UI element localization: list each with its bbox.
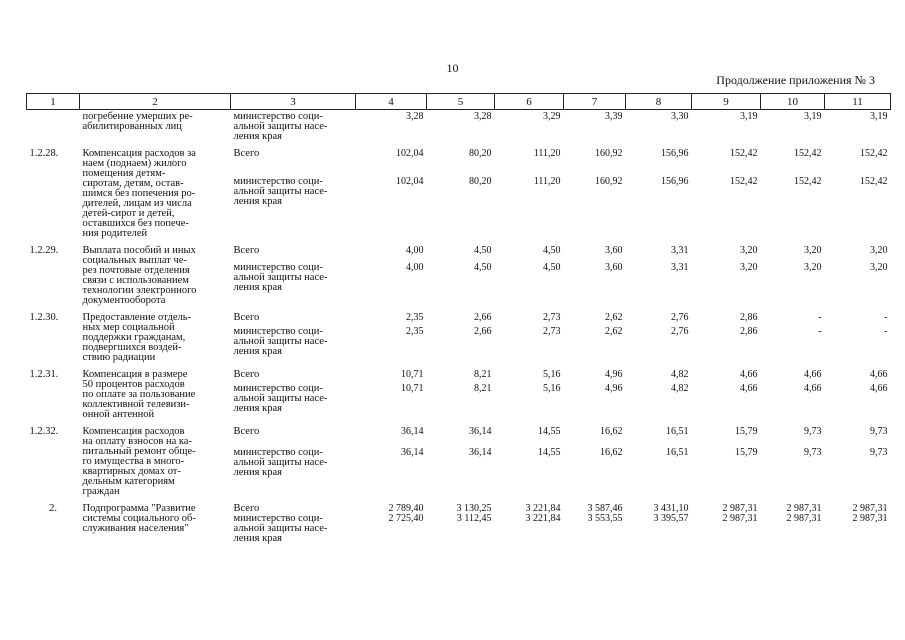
value-cell-col-10: 3,20 <box>804 262 822 274</box>
value-cell-col-5: 36,14 <box>469 446 492 458</box>
table-row <box>27 306 891 327</box>
header-row <box>27 94 891 110</box>
table-row <box>27 363 891 384</box>
value-cell-col-8: 3,31 <box>671 245 689 256</box>
column-header-3: 3 <box>231 94 356 110</box>
value-cell-col-11: 3,20 <box>870 262 888 274</box>
value-cell-col-4: 4,00 <box>406 262 424 274</box>
row-executor: Всего <box>233 148 260 159</box>
value-cell-col-5: 36,14 <box>469 426 492 437</box>
row-description: Компенсация в размере 50 процентов расходов по оплате за пользование коллективной телевизи- онной антенной <box>82 369 196 420</box>
value-cell-col-6: 111,20 <box>533 148 561 159</box>
value-cell-col-8: 4,82 <box>671 382 689 394</box>
value-cell-col-4: 2,35 <box>406 312 424 323</box>
value-cell-col-8: 3 395,57 <box>653 513 689 524</box>
appendix-continuation-label: Продолжение приложения № 3 <box>716 73 875 87</box>
table-row <box>27 497 891 514</box>
value-cell-col-9: 2 987,31 <box>722 513 758 524</box>
value-cell-col-4: 3,28 <box>406 111 424 122</box>
value-cell-col-7: 2,62 <box>605 312 623 323</box>
value-cell-col-7: 3,60 <box>605 245 623 256</box>
value-cell-col-10: 3,19 <box>804 111 822 122</box>
column-header-4: 4 <box>356 94 427 110</box>
row-executor: Всего <box>233 245 260 256</box>
value-cell-col-4: 10,71 <box>401 382 424 394</box>
value-cell-col-4: 36,14 <box>401 446 424 458</box>
value-cell-col-7: 4,96 <box>605 382 623 394</box>
value-cell-col-7: 160,92 <box>595 176 623 188</box>
value-cell-col-7: 3 587,46 <box>587 503 623 514</box>
budget-table <box>26 93 891 544</box>
value-cell-col-10: - <box>818 312 822 323</box>
row-executor: Всего <box>233 369 260 380</box>
value-cell-col-10: 2 987,31 <box>786 513 822 524</box>
value-cell-col-11: 9,73 <box>870 446 888 458</box>
value-cell-col-6: 3 221,84 <box>525 503 561 514</box>
table-row <box>27 142 891 177</box>
value-cell-col-10: 9,73 <box>804 426 822 437</box>
value-cell-col-11: 2 987,31 <box>852 513 888 524</box>
table-row <box>27 420 891 448</box>
row-description: Выплата пособий и иных социальных выплат че- рез почтовые отделения связи с использованием технологии электронного документооборота <box>82 245 197 306</box>
value-cell-col-6: 2,73 <box>543 325 561 337</box>
value-cell-col-4: 2 789,40 <box>388 503 424 514</box>
value-cell-col-7: 3,39 <box>605 111 623 122</box>
row-executor: министерство соци- альной защиты насе- ления края <box>233 325 328 357</box>
table-row <box>27 239 891 263</box>
value-cell-col-9: 152,42 <box>730 176 758 188</box>
value-cell-col-11: 4,66 <box>870 369 888 380</box>
value-cell-col-6: 14,55 <box>538 426 561 437</box>
table-body <box>27 110 891 545</box>
value-cell-col-5: 80,20 <box>469 176 492 188</box>
value-cell-col-4: 36,14 <box>401 426 424 437</box>
value-cell-col-9: 15,79 <box>735 426 758 437</box>
row-description: погребение умерших ре- абилитированных лиц <box>82 111 193 132</box>
row-code <box>27 110 80 143</box>
table-header <box>27 94 891 110</box>
value-cell-col-6: 5,16 <box>543 369 561 380</box>
column-header-2: 2 <box>80 94 231 110</box>
value-cell-col-8: 16,51 <box>666 446 689 458</box>
value-cell-col-9: 3,20 <box>740 262 758 274</box>
row-executor: Всего <box>233 312 260 323</box>
value-cell-col-9: 2,86 <box>740 312 758 323</box>
value-cell-col-4: 2,35 <box>406 325 424 337</box>
value-cell-col-8: 16,51 <box>666 426 689 437</box>
value-cell-col-5: 3 112,45 <box>456 513 492 524</box>
value-cell-col-5: 3,28 <box>474 111 492 122</box>
value-cell-col-8: 3,30 <box>671 111 689 122</box>
value-cell-col-6: 111,20 <box>533 176 561 188</box>
value-cell-col-9: 4,66 <box>740 369 758 380</box>
value-cell-col-10: 4,66 <box>804 382 822 394</box>
value-cell-col-11: - <box>884 312 888 323</box>
value-cell-col-11: - <box>884 325 888 337</box>
value-cell-col-11: 9,73 <box>870 426 888 437</box>
value-cell-col-4: 102,04 <box>396 148 424 159</box>
row-code: 1.2.31. <box>29 369 59 380</box>
row-executor: министерство соци- альной защиты насе- ления края <box>233 446 328 478</box>
value-cell-col-9: 3,19 <box>740 111 758 122</box>
row-code: 1.2.29. <box>29 245 59 256</box>
row-executor: министерство соци- альной защиты насе- ления края <box>233 513 328 544</box>
value-cell-col-10: 3,20 <box>804 245 822 256</box>
value-cell-col-10: 9,73 <box>804 446 822 458</box>
value-cell-col-6: 4,50 <box>543 262 561 274</box>
row-code: 1.2.28. <box>29 148 59 159</box>
table-row <box>27 110 891 143</box>
value-cell-col-8: 2,76 <box>671 312 689 323</box>
value-cell-col-6: 14,55 <box>538 446 561 458</box>
value-cell-col-9: 152,42 <box>730 148 758 159</box>
value-cell-col-6: 3 221,84 <box>525 513 561 524</box>
value-cell-col-5: 8,21 <box>474 369 492 380</box>
value-cell-col-5: 2,66 <box>474 325 492 337</box>
row-executor: министерство соци- альной защиты насе- ления края <box>233 262 328 294</box>
value-cell-col-11: 152,42 <box>860 176 888 188</box>
value-cell-col-5: 80,20 <box>469 148 492 159</box>
value-cell-col-7: 160,92 <box>595 148 623 159</box>
value-cell-col-7: 16,62 <box>600 446 623 458</box>
column-header-11: 11 <box>825 94 891 110</box>
column-header-10: 10 <box>761 94 825 110</box>
value-cell-col-9: 3,20 <box>740 245 758 256</box>
value-cell-col-5: 8,21 <box>474 382 492 394</box>
column-header-5: 5 <box>427 94 495 110</box>
value-cell-col-4: 102,04 <box>396 176 424 188</box>
value-cell-col-8: 156,96 <box>661 176 689 188</box>
value-cell-col-10: 4,66 <box>804 369 822 380</box>
row-description: Предоставление отдель- ных мер социальной поддержки гражданам, подвергшихся воздей- ствию радиации <box>82 312 192 363</box>
value-cell-col-9: 2,86 <box>740 325 758 337</box>
value-cell-col-9: 4,66 <box>740 382 758 394</box>
value-cell-col-4: 10,71 <box>401 369 424 380</box>
value-cell-col-11: 3,20 <box>870 245 888 256</box>
row-executor: министерство соци- альной защиты насе- ления края <box>233 111 328 142</box>
value-cell-col-10: 152,42 <box>794 176 822 188</box>
value-cell-col-11: 152,42 <box>860 148 888 159</box>
value-cell-col-7: 2,62 <box>605 325 623 337</box>
value-cell-col-4: 2 725,40 <box>388 513 424 524</box>
value-cell-col-7: 16,62 <box>600 426 623 437</box>
value-cell-col-8: 156,96 <box>661 148 689 159</box>
row-code: 2. <box>49 503 57 514</box>
value-cell-col-10: 2 987,31 <box>786 503 822 514</box>
row-description: Компенсация расходов на оплату взносов на ка- питальный ремонт обще- го имущества в много- квартирных домах от- дельным категориям граждан <box>82 426 196 497</box>
row-executor: министерство соци- альной защиты насе- ления края <box>233 382 328 414</box>
value-cell-col-5: 4,50 <box>474 262 492 274</box>
value-cell-col-11: 3,19 <box>870 111 888 122</box>
value-cell-col-7: 3 553,55 <box>587 513 623 524</box>
value-cell-col-8: 2,76 <box>671 325 689 337</box>
column-header-8: 8 <box>626 94 692 110</box>
value-cell-col-7: 4,96 <box>605 369 623 380</box>
value-cell-col-8: 4,82 <box>671 369 689 380</box>
value-cell-col-7: 3,60 <box>605 262 623 274</box>
row-description: Подпрограмма "Развитие системы социального об- служивания населения" <box>82 503 196 534</box>
row-code: 1.2.30. <box>29 312 59 323</box>
row-executor: Всего <box>233 503 260 514</box>
column-header-1: 1 <box>27 94 80 110</box>
page-number: 10 <box>446 61 459 75</box>
row-executor: министерство соци- альной защиты насе- ления края <box>233 176 328 208</box>
value-cell-col-4: 4,00 <box>406 245 424 256</box>
value-cell-col-9: 15,79 <box>735 446 758 458</box>
row-description: Компенсация расходов за наем (поднаем) жилого помещения детям- сиротам, детям, остав- шимся без попечения ро- дителей, лицам из числа детей-сирот и детей, оставшихся без попече- ния родителей <box>82 148 196 239</box>
column-header-7: 7 <box>564 94 626 110</box>
value-cell-col-8: 3,31 <box>671 262 689 274</box>
value-cell-col-8: 3 431,10 <box>653 503 689 514</box>
value-cell-col-11: 4,66 <box>870 382 888 394</box>
value-cell-col-6: 2,73 <box>543 312 561 323</box>
value-cell-col-9: 2 987,31 <box>722 503 758 514</box>
value-cell-col-6: 5,16 <box>543 382 561 394</box>
value-cell-col-5: 2,66 <box>474 312 492 323</box>
value-cell-col-5: 4,50 <box>474 245 492 256</box>
column-header-9: 9 <box>692 94 761 110</box>
value-cell-col-6: 3,29 <box>543 111 561 122</box>
column-header-6: 6 <box>495 94 564 110</box>
value-cell-col-6: 4,50 <box>543 245 561 256</box>
value-cell-col-10: - <box>818 325 822 337</box>
value-cell-col-11: 2 987,31 <box>852 503 888 514</box>
value-cell-col-5: 3 130,25 <box>456 503 492 514</box>
row-executor: Всего <box>233 426 260 437</box>
value-cell-col-10: 152,42 <box>794 148 822 159</box>
row-code: 1.2.32. <box>29 426 59 437</box>
